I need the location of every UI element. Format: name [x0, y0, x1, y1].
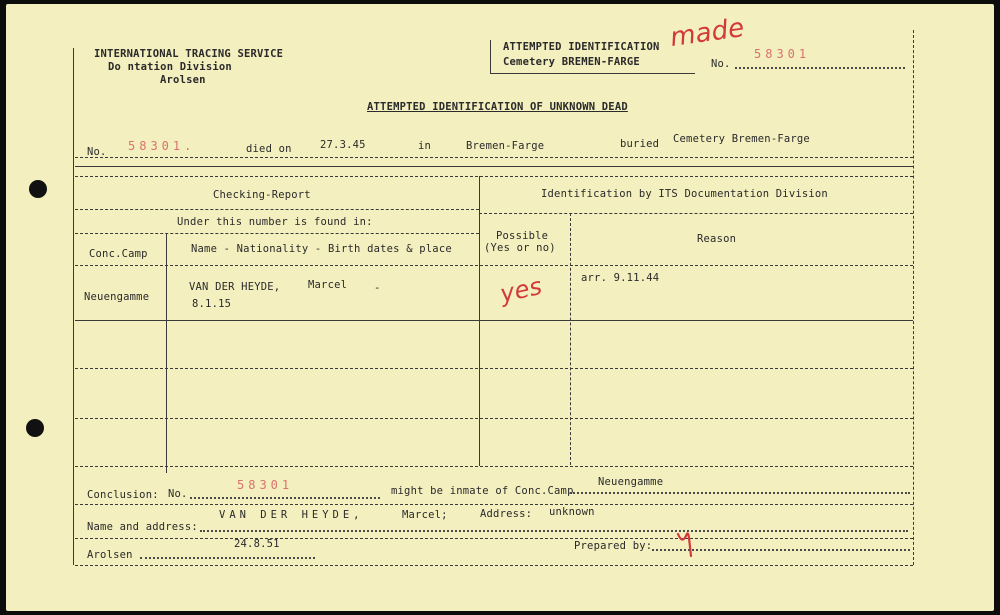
page-title: ATTEMPTED IDENTIFICATION OF UNKNOWN DEAD: [367, 101, 628, 113]
footer-date: 24.8.51: [234, 538, 280, 550]
table-bottom: [75, 466, 913, 467]
buried-value: Cemetery Bremen-Farge: [673, 133, 810, 145]
buried-label: buried: [620, 138, 660, 150]
col-header-possible-sub: (Yes or no): [484, 242, 556, 254]
prepared-by-label: Prepared by:: [574, 540, 653, 552]
camp-col-divider: [166, 233, 167, 473]
left-sub-divider: [75, 209, 479, 210]
name-address-divider: [75, 538, 913, 539]
table-top: [75, 176, 913, 177]
in-label: in: [418, 140, 432, 152]
row1-possible: yes: [497, 271, 545, 309]
row-divider-1: [75, 320, 913, 321]
name-address-label: Name and address:: [87, 521, 198, 533]
top-box-bottom: [490, 73, 695, 74]
row1-surname: VAN DER HEYDE,: [189, 281, 281, 293]
org-name: INTERNATIONAL TRACING SERVICE: [94, 48, 284, 60]
identification-title: Identification by ITS Documentation Division: [541, 188, 828, 200]
right-header-divider: [479, 213, 913, 214]
top-box-left: [490, 40, 491, 73]
conclusion-divider: [75, 504, 913, 505]
columns-header-bottom: [75, 265, 913, 266]
top-box-no-dots: [735, 67, 905, 69]
col-header-camp: Conc.Camp: [89, 248, 148, 260]
frame-bottom: [75, 565, 913, 566]
record-no-value: 58301.: [128, 139, 196, 153]
conclusion-no-dots: [190, 497, 380, 499]
name-address-dots: [200, 530, 908, 532]
conclusion-camp-dots: [570, 492, 910, 494]
top-box-no-value: 58301: [754, 47, 811, 61]
checking-report-subtitle: Under this number is found in:: [177, 216, 373, 228]
row1-birth-date: 8.1.15: [192, 298, 232, 310]
checking-report-title: Checking-Report: [213, 189, 311, 201]
conclusion-label: Conclusion:: [87, 489, 159, 501]
row-divider-3: [75, 418, 913, 419]
footer-place: Arolsen: [87, 549, 133, 561]
possible-col-divider: [570, 213, 571, 465]
row1-dash: -: [374, 282, 381, 294]
top-box-cemetery: Cemetery BREMEN-FARGE: [503, 56, 640, 68]
frame-right: [913, 30, 914, 565]
died-on-value: 27.3.45: [320, 139, 366, 151]
row1-camp: Neuengamme: [84, 291, 150, 303]
row1-given-name: Marcel: [308, 279, 348, 291]
conclusion-no-label: No.: [168, 488, 188, 500]
col-header-reason: Reason: [697, 233, 737, 245]
in-value: Bremen-Farge: [466, 140, 545, 152]
made-stamp: made: [668, 12, 747, 54]
died-on-label: died on: [246, 143, 292, 155]
address-label: Address:: [480, 508, 533, 520]
name-address-given: Marcel;: [402, 509, 448, 521]
frame-left: [73, 48, 74, 565]
table-center-divider: [479, 176, 480, 466]
address-value: unknown: [549, 506, 595, 518]
col-header-name: Name - Nationality - Birth dates & place: [191, 243, 452, 255]
name-address-name: VAN DER HEYDE,: [219, 509, 364, 521]
col-header-possible: Possible: [496, 230, 549, 242]
row-divider-2: [75, 368, 913, 369]
conclusion-inmate-label: might be inmate of Conc.Camp: [391, 485, 574, 497]
record-underline: [75, 157, 913, 158]
left-header-divider: [75, 233, 479, 234]
top-box-title: ATTEMPTED IDENTIFICATION: [503, 41, 660, 53]
footer-date-dots: [140, 557, 315, 559]
section-divider: [75, 166, 913, 167]
conclusion-camp-value: Neuengamme: [598, 476, 664, 488]
record-no-label: No.: [87, 146, 107, 158]
row1-reason: arr. 9.11.44: [581, 272, 660, 284]
conclusion-no-value: 58301: [237, 478, 294, 492]
top-box-no-label: No.: [711, 58, 731, 70]
org-division: Do ntation Division: [108, 61, 232, 73]
org-city: Arolsen: [160, 74, 206, 86]
punch-hole: [26, 419, 44, 437]
signature-mark: [674, 524, 704, 558]
punch-hole: [29, 180, 47, 198]
